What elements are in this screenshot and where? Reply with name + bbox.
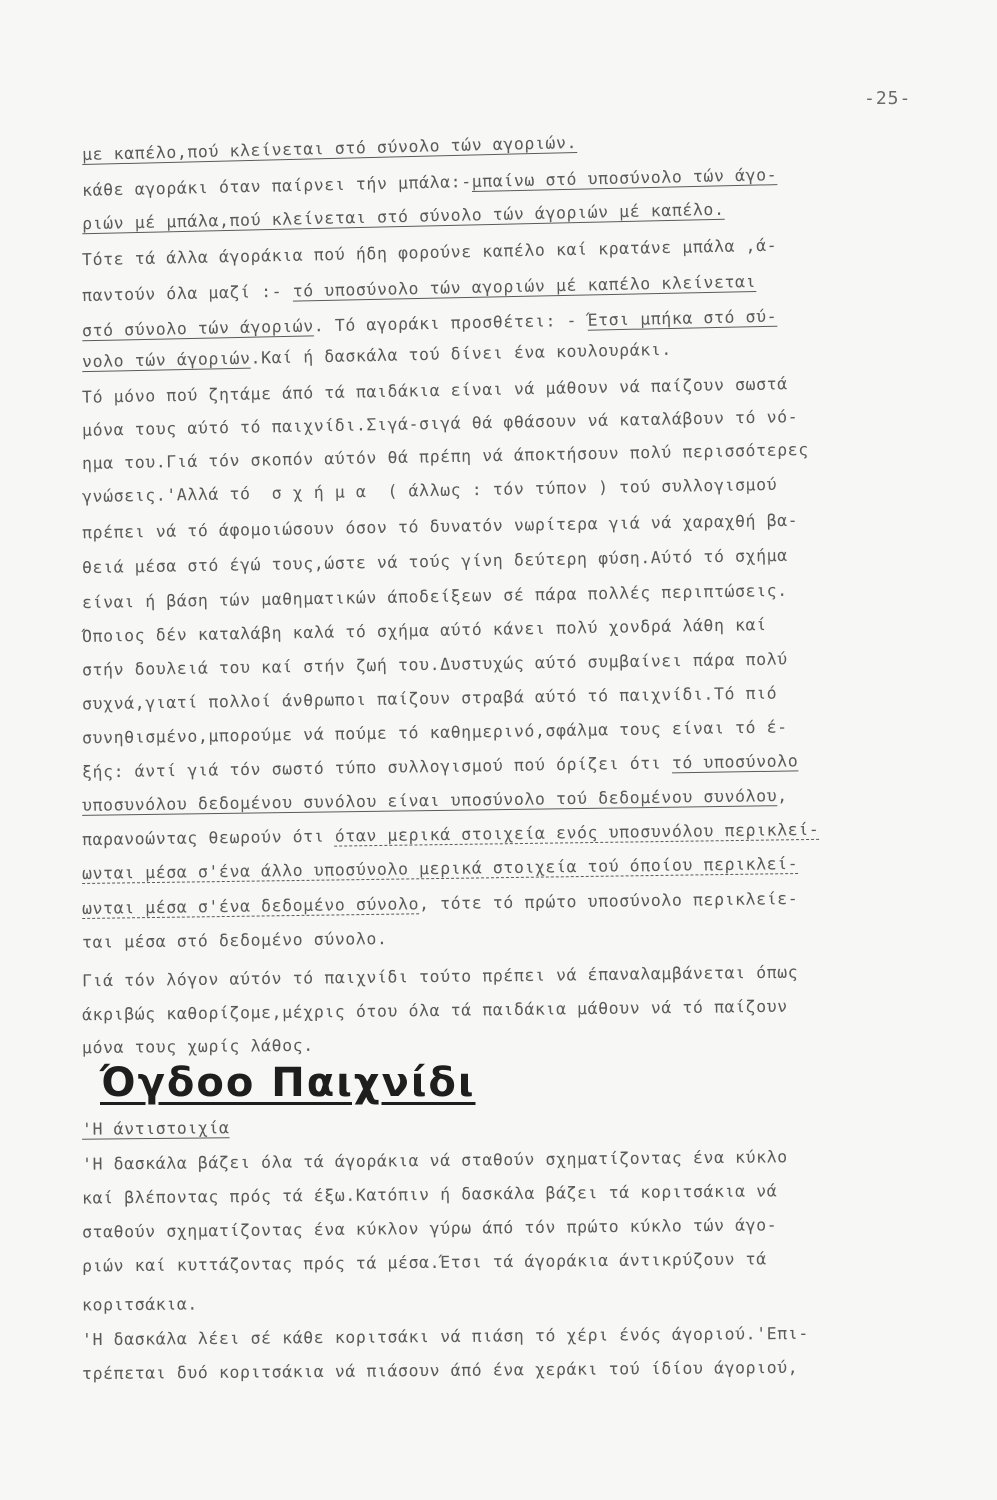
text-line: με καπέλο,πού κλείνεται στό σύνολο τών αγοριών. — [81, 132, 578, 165]
text-line: συνηθισμένο,μπορούμε νά πούμε τό καθημερινό,σφάλμα τους είναι τό έ- — [81, 717, 788, 748]
text-line: είναι ή βάση τών μαθηματικών άποδείξεων σέ πάρα πολλές περιπτώσεις. — [81, 580, 788, 613]
text-line: πρέπει νά τό άφομοιώσουν όσον τό δυνατόν νωρίτερα γιά νά χαραχθή βα- — [81, 510, 799, 543]
subsection-title: 'Η άντιστοιχία — [81, 1118, 230, 1139]
text-line: Τότε τά άλλα άγοράκια πού ήδη φορούνε καπέλο καί κρατάνε μπάλα ,ά- — [81, 235, 778, 270]
text-line: ωνται μέσα σ'ένα δεδομένο σύνολο, τότε τό πρώτο υποσύνολο περικλείε- — [81, 889, 799, 918]
text-line: ημα του.Γιά τόν σκοπόν αύτόν θά πρέπη νά άποκτήσουν πολύ περισσότερες — [81, 440, 809, 473]
text-line: Τό μόνο πού ζητάμε άπό τά παιδάκια είναι νά μάθουν νά παίζουν σωστά — [81, 374, 788, 407]
page-number: -25- — [864, 88, 912, 109]
text-line: καί βλέποντας πρός τά έξω.Κατόπιν ή δασκάλα βάζει τά κοριτσάκια νά — [81, 1181, 778, 1208]
text-line: ται μέσα στό δεδομένο σύνολο. — [81, 929, 388, 952]
text-line: ξής: άντί γιά τόν σωστό τύπο συλλογισμού πού όρίζει ότι τό υποσύνολο — [81, 751, 799, 782]
text-line: τρέπεται δυό κοριτσάκια νά πιάσουν άπό ένα χεράκι τού ίδίου άγοριού, — [81, 1357, 799, 1384]
text-line: Γιά τόν λόγον αύτόν τό παιχνίδι τούτο πρέπει νά έπαναλαμβάνεται όπως — [81, 962, 799, 991]
text-line: στό σύνολο τών άγοριών. Τό αγοράκι προσθέτει: - Έτσι μπήκα στό σύ- — [81, 306, 778, 341]
text-line: μόνα τους αύτό τό παιχνίδι.Σιγά-σιγά θά φθάσουν νά καταλάβουν τό νό- — [81, 407, 799, 440]
text-line: ωνται μέσα σ'ένα άλλο υποσύνολο μερικά στοιχεία τού όποίου περικλεί- — [81, 854, 799, 883]
text-line: θειά μέσα στό έγώ τους,ώστε νά τούς γίνη δεύτερη φύση.Αύτό τό σχήμα — [81, 545, 788, 578]
text-line: ριών καί κυττάζοντας πρός τά μέσα.Έτσι τά άγοράκια άντικρύζουν τά — [81, 1249, 767, 1276]
text-line: υποσυνόλου δεδομένου συνόλου είναι υποσύνολο τού δεδομένου συνόλου, — [81, 786, 788, 815]
text-line: γνώσεις.'Αλλά τό σ χ ή μ α ( άλλως : τόν τύπον ) τού συλλογισμού — [81, 474, 778, 507]
text-line: Όποιος δέν καταλάβη καλά τό σχήμα αύτό κάνει πολύ χονδρά λάθη καί — [81, 615, 767, 646]
text-line: νολο τών άγοριών.Καί ή δασκάλα τού δίνει ένα κουλουράκι. — [81, 339, 673, 372]
text-line: συχνά,γιατί πολλοί άνθρωποι παίζουν στραβά αύτό τό παιχνίδι.Τό πιό — [81, 683, 778, 714]
text-line: 'Η δασκάλα λέει σέ κάθε κοριτσάκι νά πιάση τό χέρι ένός άγοριού.'Επι- — [81, 1323, 809, 1350]
text-line: 'Η δασκάλα βάζει όλα τά άγοράκια νά σταθούν σχηματίζοντας ένα κύκλο — [81, 1147, 788, 1174]
text-line: άκριβώς καθορίζομε,μέχρις ότου όλα τά παιδάκια μάθουν νά τό παίζουν — [81, 996, 788, 1025]
text-line: κοριτσάκια. — [81, 1294, 198, 1315]
text-line: σταθούν σχηματίζοντας ένα κύκλον γύρω άπό τόν πρώτο κύκλο τών άγο- — [81, 1215, 778, 1242]
section-heading: Όγδοο Παιχνίδι — [100, 1060, 476, 1106]
text-line: στήν δουλειά του καί στήν ζωή του.Δυστυχώς αύτό συμβαίνει πάρα πολύ — [81, 649, 788, 680]
text-line: μόνα τους χωρίς λάθος. — [81, 1035, 314, 1058]
text-line: παντούν όλα μαζί :- τό υποσύνολο τών αγοριών μέ καπέλο κλείνεται — [81, 271, 757, 306]
text-line: κάθε αγοράκι όταν παίρνει τήν μπάλα:-μπαίνω στό υποσύνολο τών άγο- — [81, 165, 778, 200]
text-line: παρανοώντας θεωρούν ότι όταν μερικά στοιχεία ενός υποσυνόλου περικλεί- — [81, 819, 820, 850]
text-line: ριών μέ μπάλα,πού κλείνεται στό σύνολο τών άγοριών μέ καπέλο. — [81, 199, 725, 234]
